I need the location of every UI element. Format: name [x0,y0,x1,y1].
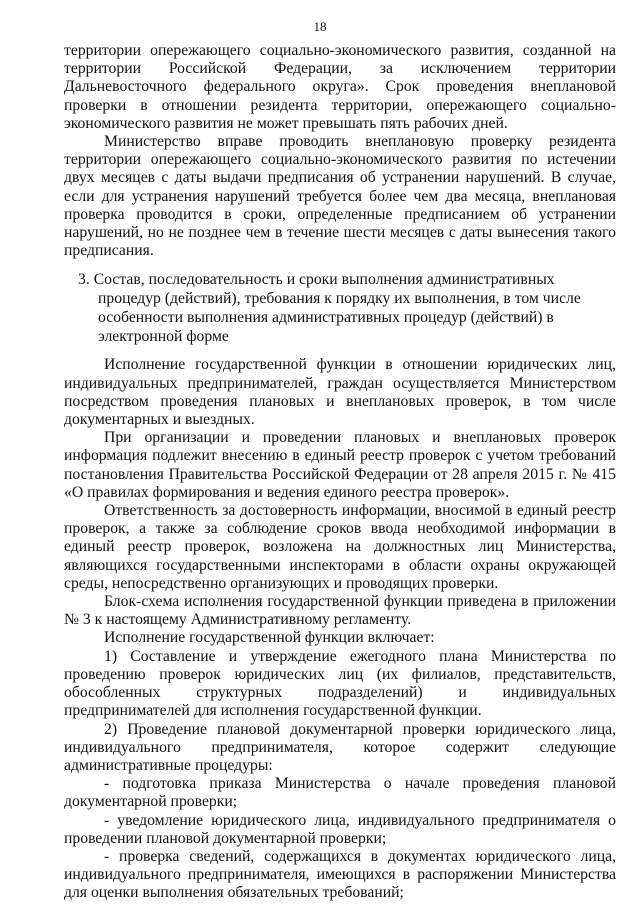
paragraph-function-execution: Исполнение государственной функции в отношении юридических лиц, индивидуальных предпринимателей, граждан осуществляется Министерством посредством проведения плановых и внеплановых проверок, в том числе документарных и выездных. [64,356,616,429]
paragraph-register-info: При организации и проведении плановых и внеплановых проверок информация подлежит внесению в единый реестр проверок с учетом требований постановления Правительства Российской Федерации от 28 апреля 2015 г. № 415 «О правилах формирования и ведения единого реестра проверок». [64,429,616,501]
list-item-2: 2) Проведение плановой документарной проверки юридического лица, индивидуального предпринимателя, которое содержит следующие административные процедуры: [64,720,616,774]
document-body [64,42,616,903]
sub-item-document-check: - проверка сведений, содержащихся в документах юридического лица, индивидуального предпринимателя, имеющихся в распоряжении Министерства для оценки выполнения обязательных требований; [64,847,616,902]
list-item-1: 1) Составление и утверждение ежегодного плана Министерства по проведению проверок юридических лиц (их филиалов, представительств, обособленных структурных подразделений) и индивидуальных предпринимателей для исполнения государственной функции. [64,647,616,720]
paragraph-responsibility: Ответственность за достоверность информации, вносимой в единый реестр проверок, а также за соблюдение сроков ввода необходимой информации в единый реестр проверок, возложена на должностных лиц Министерства, являющихся государственными инспекторами в области охраны окружающей среды, непосредственно организующих и проводящих проверки. [64,502,616,592]
paragraph-function-includes: Исполнение государственной функции включает: [104,629,435,647]
page-number: 18 [313,19,327,34]
section-heading: 3. Состав, последовательность и сроки выполнения административных процедур (действий), требования к порядку их выполнения, в том числе особенности выполнения административных процедур (действий) в электронной форме [78,271,581,346]
sub-item-notification: - уведомление юридического лица, индивидуального предпринимателя о проведении плановой документарной проверки; [64,811,616,847]
sub-item-order-preparation: - подготовка приказа Министерства о начале проведения плановой документарной проверки; [64,775,616,811]
paragraph-flowchart-reference: Блок-схема исполнения государственной функции приведена в приложении № 3 к настоящему Административному регламенту. [64,593,616,629]
paragraph-continuation: территории опережающего социально-экономического развития, созданной на территории Российской Федерации, за исключением территории Дальневосточного федерального округа». Срок проведения внеплановой проверки в отношении резидента территории, опережающего социально-экономического развития не может превышать пять рабочих дней. [64,42,616,132]
paragraph-unplanned-inspection: Министерство вправе проводить внеплановую проверку резидента территории опережающего социально-экономического развития по истечении двух месяцев с даты выдачи предписания об устранении нарушений. В случае, если для устранения нарушений требуется более чем два месяца, внеплановая проверка проводится в сроки, определенные предписанием об устранении нарушений, но не позднее чем в течение шести месяцев с даты вынесения такого предписания. [64,133,616,260]
